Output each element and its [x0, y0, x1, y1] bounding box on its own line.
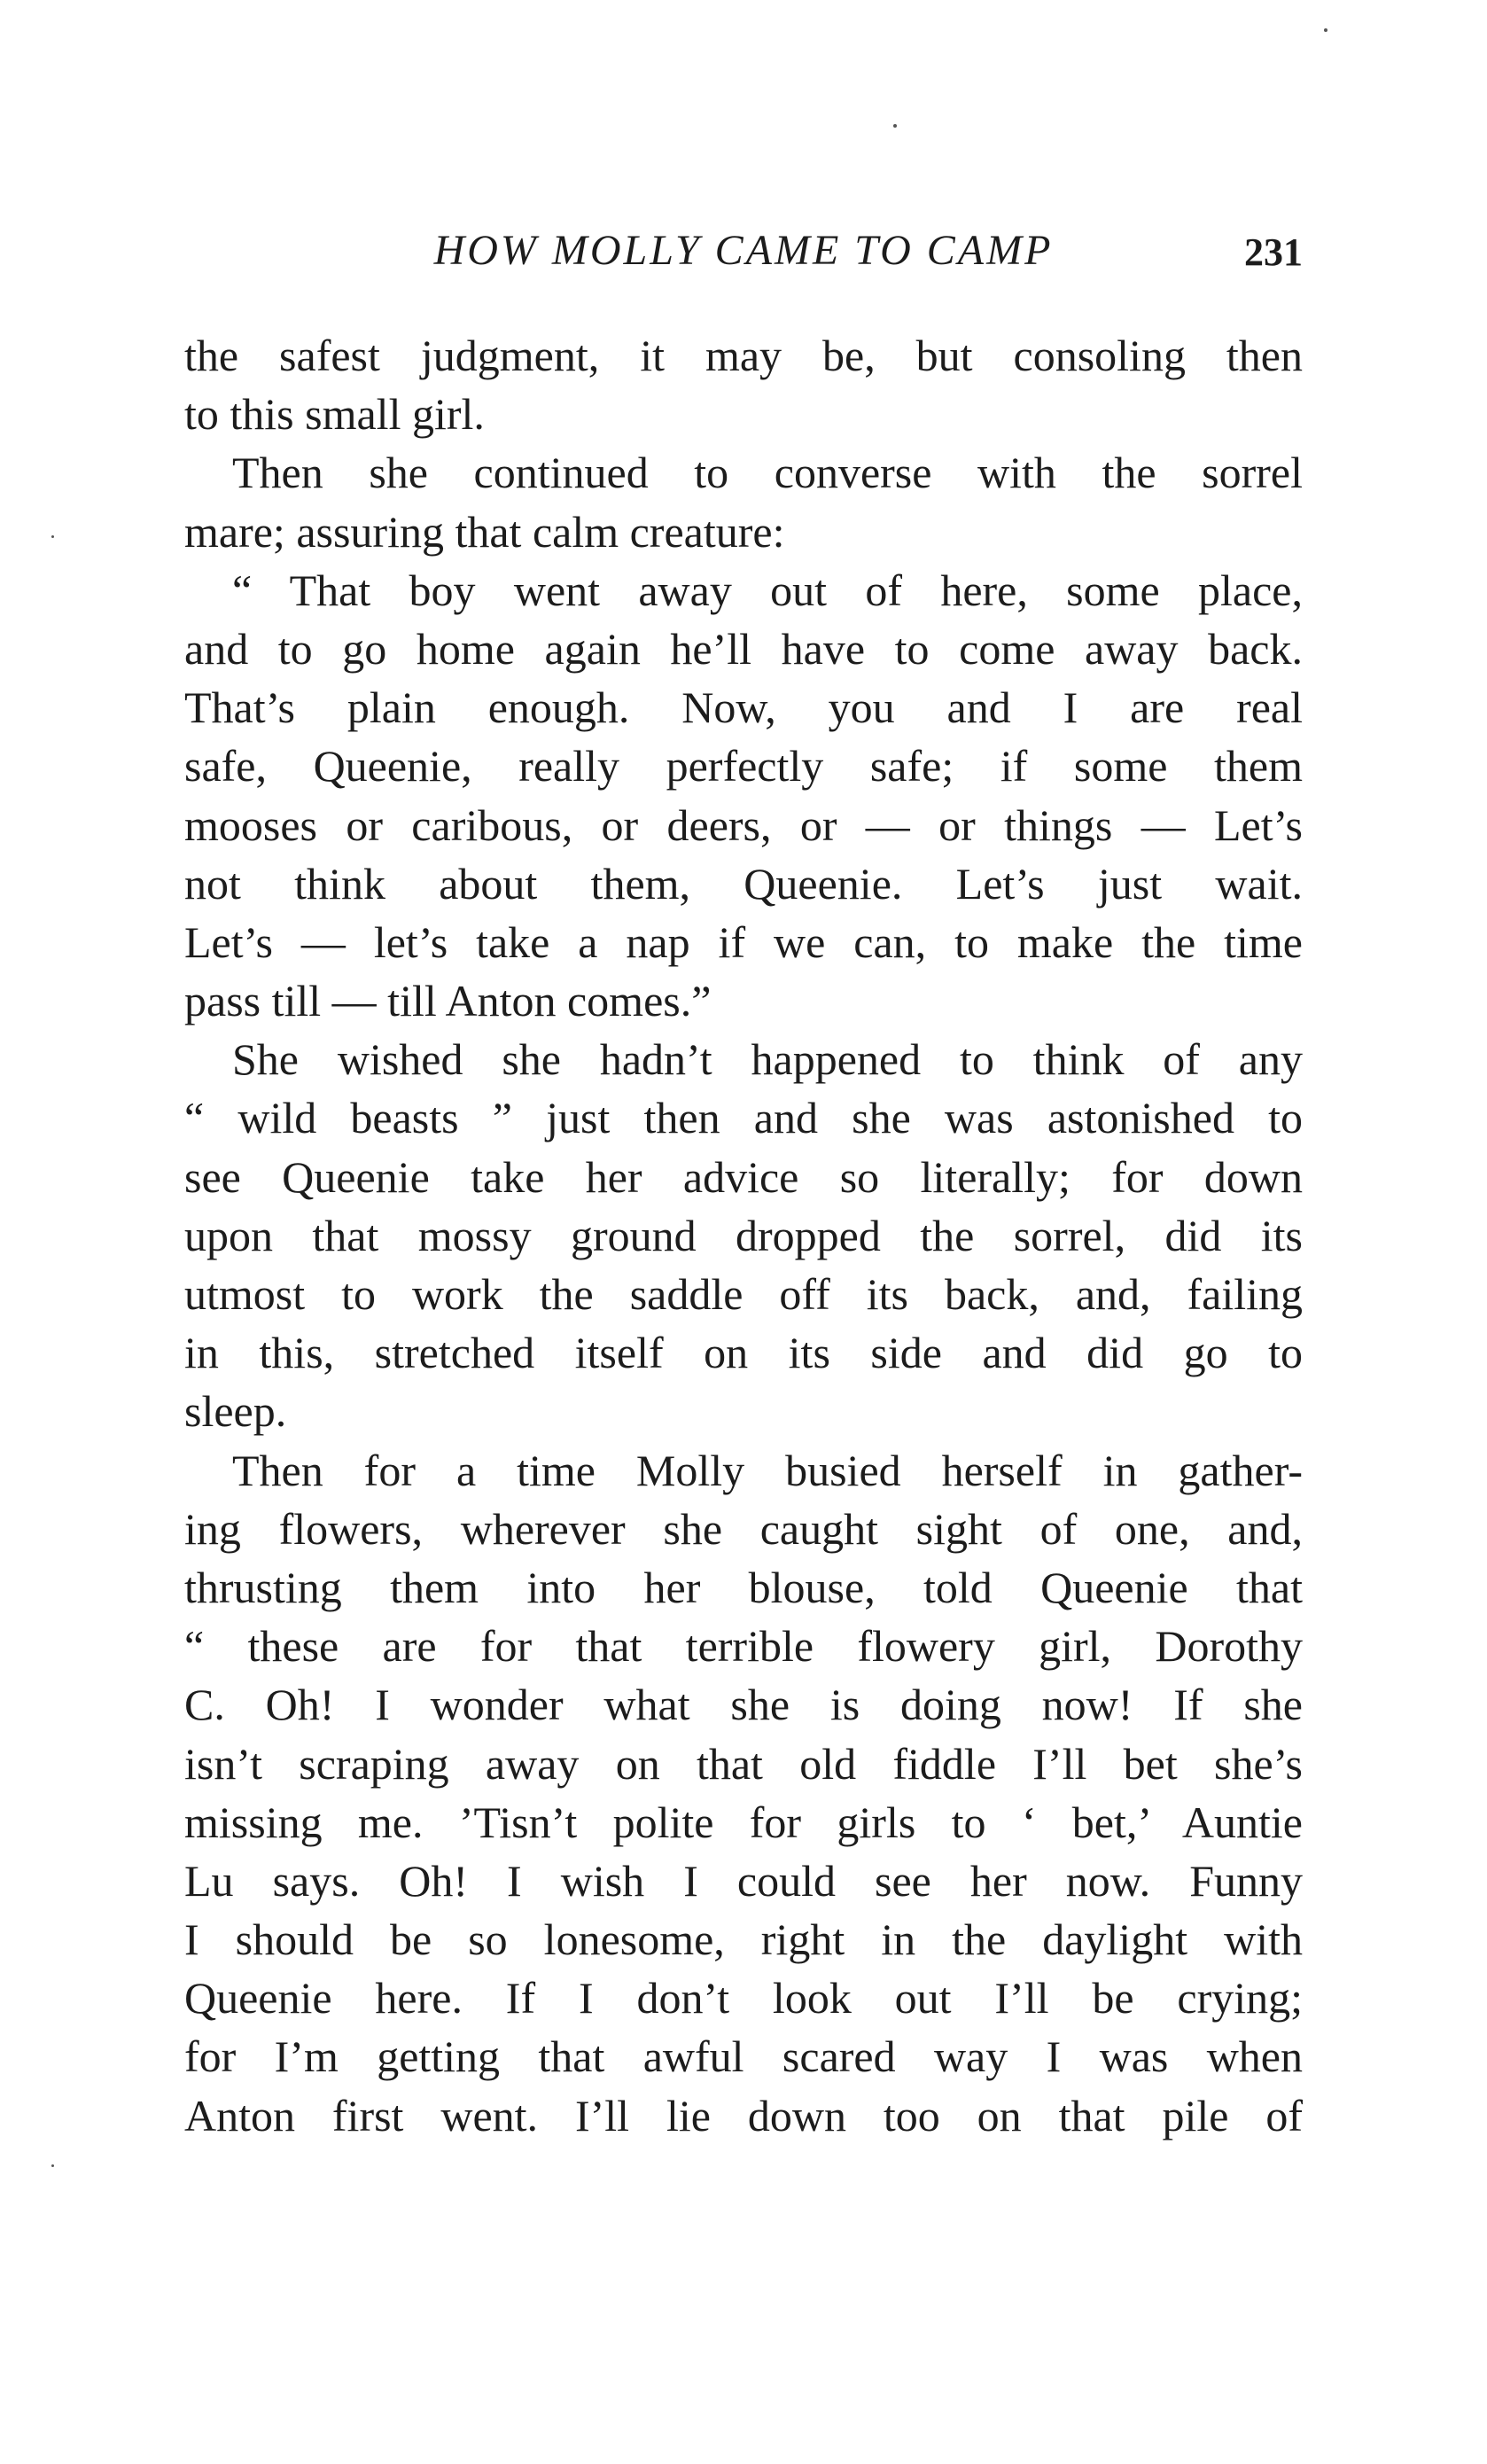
paper-speck — [893, 124, 897, 128]
text-line: “ wild beasts ” just then and she was astonished to — [184, 1093, 1303, 1143]
text-line: for I’m getting that awful scared way I was when — [184, 2031, 1303, 2082]
paper-speck — [51, 2164, 54, 2167]
text-line: Let’s — let’s take a nap if we can, to make the time — [184, 916, 1303, 967]
text-line: That’s plain enough. Now, you and I are real — [184, 682, 1303, 733]
text-line: Then she continued to converse with the sorrel — [232, 448, 1303, 498]
text-line: Then for a time Molly busied herself in gather- — [232, 1445, 1303, 1495]
text-line: Anton first went. I’ll lie down too on that pile of — [184, 2090, 1303, 2140]
text-line: safe, Queenie, really perfectly safe; if some them — [184, 741, 1303, 791]
text-line: “ That boy went away out of here, some place, — [232, 565, 1303, 615]
text-line: “ these are for that terrible flowery girl, Dorothy — [184, 1621, 1303, 1672]
text-line: in this, stretched itself on its side and did go to — [184, 1328, 1303, 1378]
text-line: Lu says. Oh! I wish I could see her now. Funny — [184, 1855, 1303, 1906]
text-line: I should be so lonesome, right in the daylight with — [184, 1914, 1303, 1965]
text-line: not think about them, Queenie. Let’s just wait. — [184, 858, 1303, 908]
text-line: ing flowers, wherever she caught sight of one, and, — [184, 1503, 1303, 1554]
text-line: mooses or caribous, or deers, or — or things — Let’s — [184, 799, 1303, 850]
text-line: see Queenie take her advice so literally; for down — [184, 1151, 1303, 1202]
paper-speck — [1324, 28, 1327, 32]
text-line: sleep. — [184, 1386, 287, 1437]
text-line: isn’t scraping away on that old fiddle I’ll bet she’s — [184, 1738, 1303, 1789]
page-number: 231 — [1244, 230, 1303, 274]
text-line: pass till — till Anton comes.” — [184, 976, 712, 1026]
text-line: to this small girl. — [184, 389, 485, 440]
paper-speck — [51, 535, 54, 538]
text-line: and to go home again he’ll have to come away back. — [184, 623, 1303, 674]
text-line: the safest judgment, it may be, but consoling then — [184, 331, 1303, 380]
text-line: thrusting them into her blouse, told Queenie that — [184, 1562, 1303, 1612]
text-line: utmost to work the saddle off its back, and, failing — [184, 1269, 1303, 1319]
text-line: She wished she hadn’t happened to think of any — [232, 1034, 1303, 1085]
text-line: missing me. ’Tisn’t polite for girls to ‘ bet,’ Auntie — [184, 1797, 1303, 1847]
text-line: mare; assuring that calm creature: — [184, 506, 785, 557]
text-line: C. Oh! I wonder what she is doing now! If she — [184, 1680, 1303, 1730]
running-head: HOW MOLLY CAME TO CAMP — [433, 227, 1054, 274]
body-text — [184, 326, 1303, 2145]
text-line: Queenie here. If I don’t look out I’ll be crying; — [184, 1973, 1303, 2023]
page-header — [184, 220, 1303, 282]
text-line: upon that mossy ground dropped the sorrel, did its — [184, 1210, 1303, 1260]
